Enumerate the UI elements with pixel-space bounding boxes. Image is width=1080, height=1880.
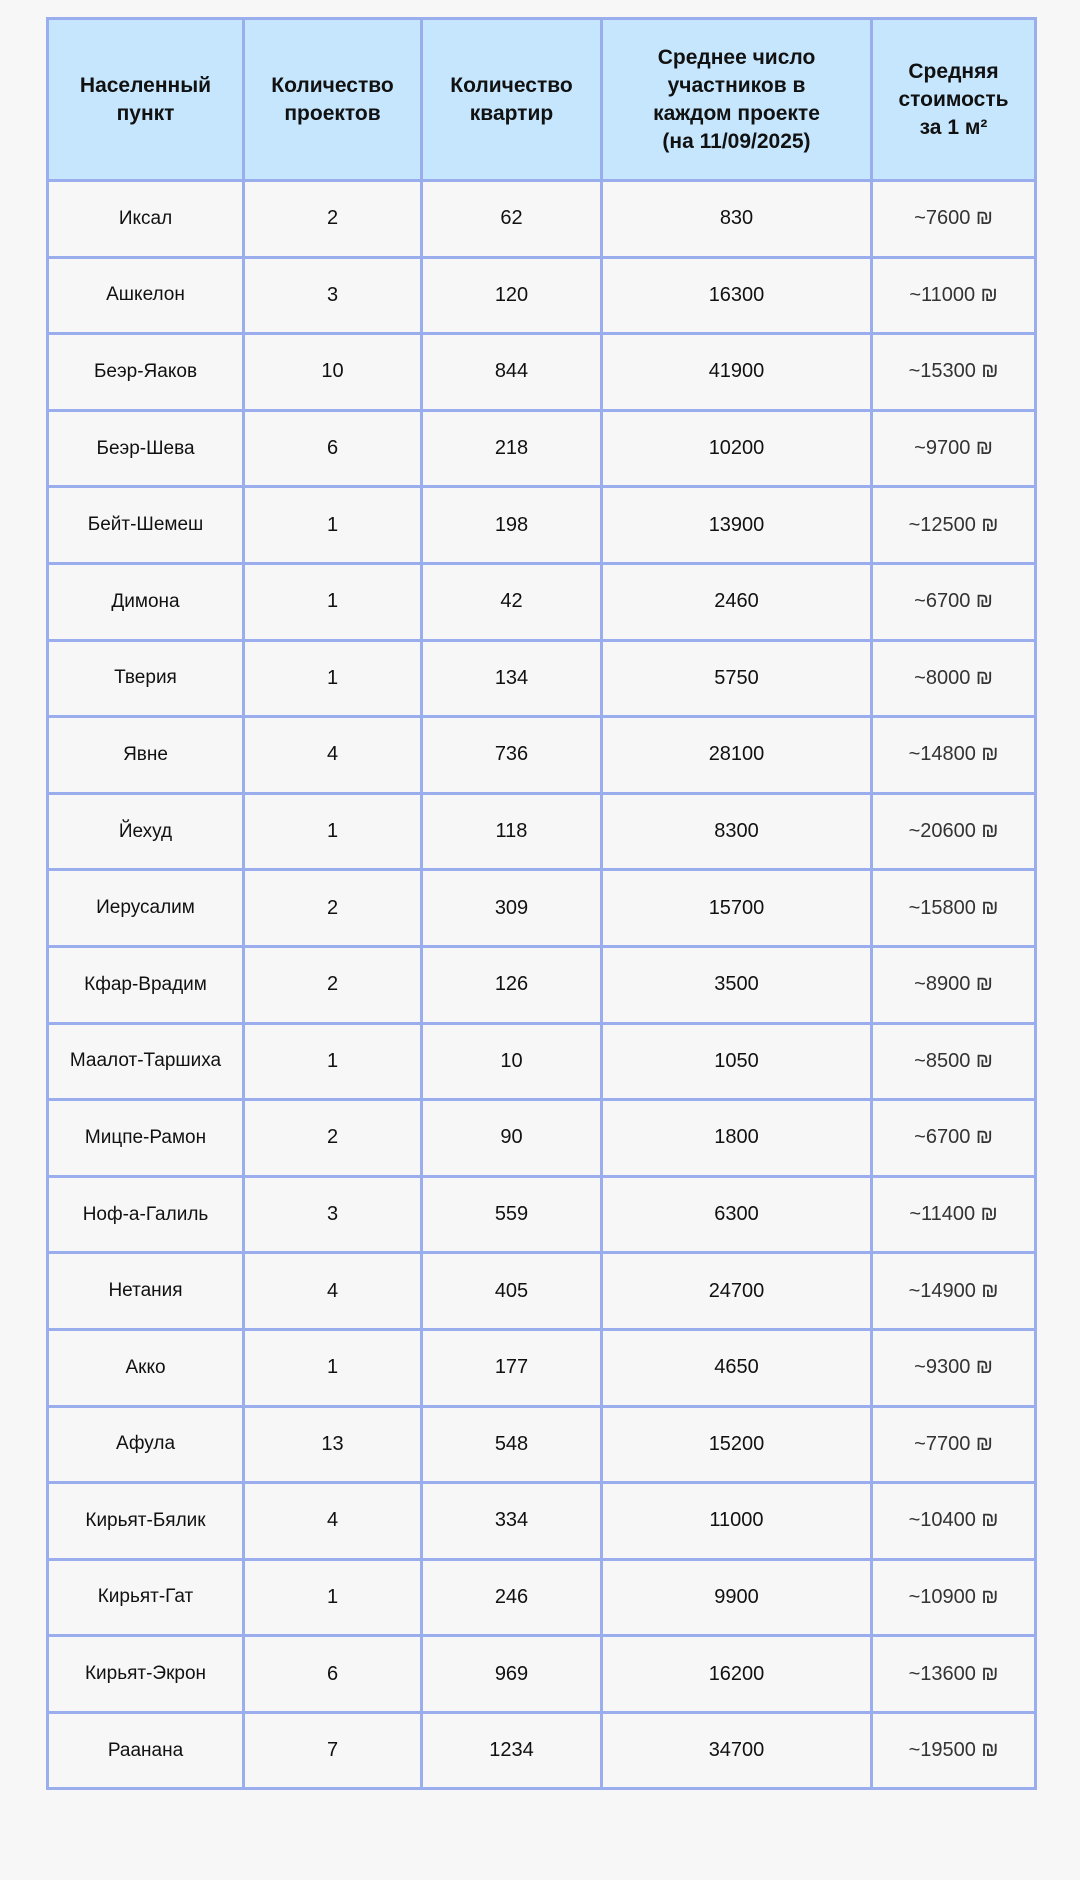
table-row (48, 487, 1036, 564)
cell-city: Явне (48, 717, 244, 794)
table-row (48, 1176, 1036, 1253)
cell-avg-price: ~12500 ₪ (872, 487, 1036, 564)
cell-projects-count: 13 (244, 1406, 422, 1483)
cell-avg-price: ~6700 ₪ (872, 1100, 1036, 1177)
cell-projects-count: 1 (244, 563, 422, 640)
cell-city: Иерусалим (48, 870, 244, 947)
cell-avg-participants: 28100 (602, 717, 872, 794)
cell-projects-count: 2 (244, 1100, 422, 1177)
cell-city: Ашкелон (48, 257, 244, 334)
header-line: за 1 м² (919, 115, 988, 139)
table-row (48, 410, 1036, 487)
cell-projects-count: 10 (244, 334, 422, 411)
cell-apartments-count: 559 (422, 1176, 602, 1253)
cell-projects-count: 3 (244, 257, 422, 334)
cell-avg-participants: 6300 (602, 1176, 872, 1253)
table-row (48, 1712, 1036, 1789)
cell-avg-participants: 1800 (602, 1100, 872, 1177)
cell-avg-price: ~10400 ₪ (872, 1483, 1036, 1560)
cell-avg-price: ~14800 ₪ (872, 717, 1036, 794)
header-line: квартир (469, 101, 554, 125)
cell-apartments-count: 246 (422, 1559, 602, 1636)
cell-projects-count: 1 (244, 1559, 422, 1636)
header-line: Среднее число (657, 45, 816, 69)
cell-apartments-count: 90 (422, 1100, 602, 1177)
cell-apartments-count: 126 (422, 946, 602, 1023)
cell-avg-participants: 4650 (602, 1329, 872, 1406)
cell-projects-count: 4 (244, 717, 422, 794)
table-row (48, 1406, 1036, 1483)
cell-avg-price: ~10900 ₪ (872, 1559, 1036, 1636)
cell-apartments-count: 309 (422, 870, 602, 947)
cell-city: Мицпе-Рамон (48, 1100, 244, 1177)
cell-city: Ноф-а-Галиль (48, 1176, 244, 1253)
cell-avg-participants: 9900 (602, 1559, 872, 1636)
header-line: Средняя (908, 59, 999, 83)
cell-avg-participants: 41900 (602, 334, 872, 411)
table-row (48, 181, 1036, 258)
cell-avg-price: ~9300 ₪ (872, 1329, 1036, 1406)
cell-avg-price: ~7600 ₪ (872, 181, 1036, 258)
header-line: участников в (667, 73, 806, 97)
table-row (48, 334, 1036, 411)
cell-apartments-count: 218 (422, 410, 602, 487)
cell-projects-count: 1 (244, 1023, 422, 1100)
cell-apartments-count: 177 (422, 1329, 602, 1406)
cell-avg-price: ~11000 ₪ (872, 257, 1036, 334)
cell-city: Йехуд (48, 793, 244, 870)
cell-apartments-count: 42 (422, 563, 602, 640)
header-line: Количество (271, 73, 394, 97)
cell-avg-price: ~14900 ₪ (872, 1253, 1036, 1330)
cell-projects-count: 4 (244, 1483, 422, 1560)
cell-city: Акко (48, 1329, 244, 1406)
cell-projects-count: 4 (244, 1253, 422, 1330)
cell-avg-participants: 3500 (602, 946, 872, 1023)
header-apartments-count (422, 19, 602, 181)
table-row (48, 1636, 1036, 1713)
header-row (48, 19, 1036, 181)
cell-projects-count: 3 (244, 1176, 422, 1253)
cell-city: Иксал (48, 181, 244, 258)
header-line: Населенный (79, 73, 212, 97)
table-row (48, 1100, 1036, 1177)
cell-apartments-count: 334 (422, 1483, 602, 1560)
header-avg-participants (602, 19, 872, 181)
cell-projects-count: 1 (244, 640, 422, 717)
cell-apartments-count: 844 (422, 334, 602, 411)
cell-apartments-count: 1234 (422, 1712, 602, 1789)
cell-apartments-count: 134 (422, 640, 602, 717)
projects-table (46, 17, 1037, 1790)
table-row (48, 1329, 1036, 1406)
cell-avg-participants: 24700 (602, 1253, 872, 1330)
cell-avg-participants: 34700 (602, 1712, 872, 1789)
cell-city: Кирьят-Гат (48, 1559, 244, 1636)
table-row (48, 717, 1036, 794)
cell-avg-participants: 16200 (602, 1636, 872, 1713)
cell-projects-count: 6 (244, 1636, 422, 1713)
cell-city: Маалот-Таршиха (48, 1023, 244, 1100)
table-row (48, 563, 1036, 640)
header-city (48, 19, 244, 181)
cell-avg-participants: 15200 (602, 1406, 872, 1483)
cell-apartments-count: 120 (422, 257, 602, 334)
cell-avg-participants: 8300 (602, 793, 872, 870)
cell-avg-price: ~19500 ₪ (872, 1712, 1036, 1789)
cell-avg-participants: 2460 (602, 563, 872, 640)
table-row (48, 1559, 1036, 1636)
cell-avg-participants: 1050 (602, 1023, 872, 1100)
cell-avg-participants: 13900 (602, 487, 872, 564)
cell-apartments-count: 62 (422, 181, 602, 258)
cell-city: Кирьят-Экрон (48, 1636, 244, 1713)
cell-avg-price: ~20600 ₪ (872, 793, 1036, 870)
cell-avg-price: ~8000 ₪ (872, 640, 1036, 717)
cell-avg-participants: 11000 (602, 1483, 872, 1560)
table-row (48, 640, 1036, 717)
header-line: проектов (284, 101, 381, 125)
cell-city: Беэр-Яаков (48, 334, 244, 411)
cell-avg-participants: 830 (602, 181, 872, 258)
cell-projects-count: 2 (244, 946, 422, 1023)
cell-city: Тверия (48, 640, 244, 717)
cell-apartments-count: 10 (422, 1023, 602, 1100)
cell-projects-count: 6 (244, 410, 422, 487)
cell-avg-price: ~8900 ₪ (872, 946, 1036, 1023)
cell-avg-price: ~15800 ₪ (872, 870, 1036, 947)
cell-projects-count: 2 (244, 870, 422, 947)
cell-city: Беэр-Шева (48, 410, 244, 487)
table-row (48, 1253, 1036, 1330)
cell-avg-participants: 15700 (602, 870, 872, 947)
cell-apartments-count: 969 (422, 1636, 602, 1713)
table-body (48, 181, 1036, 1789)
header-projects-count (244, 19, 422, 181)
table-header (48, 19, 1036, 181)
table-row (48, 946, 1036, 1023)
table-row (48, 1023, 1036, 1100)
cell-city: Раанана (48, 1712, 244, 1789)
table-row (48, 793, 1036, 870)
header-line: пункт (116, 101, 175, 125)
cell-apartments-count: 736 (422, 717, 602, 794)
cell-projects-count: 2 (244, 181, 422, 258)
header-avg-price (872, 19, 1036, 181)
cell-avg-price: ~15300 ₪ (872, 334, 1036, 411)
cell-avg-price: ~11400 ₪ (872, 1176, 1036, 1253)
cell-city: Афула (48, 1406, 244, 1483)
cell-projects-count: 1 (244, 487, 422, 564)
cell-projects-count: 7 (244, 1712, 422, 1789)
header-line: (на 11/09/2025) (662, 129, 811, 153)
header-line: стоимость (898, 87, 1009, 111)
cell-city: Нетания (48, 1253, 244, 1330)
cell-avg-participants: 16300 (602, 257, 872, 334)
projects-table-container (46, 17, 1034, 1790)
cell-avg-participants: 5750 (602, 640, 872, 717)
cell-city: Кфар-Врадим (48, 946, 244, 1023)
cell-apartments-count: 548 (422, 1406, 602, 1483)
cell-avg-participants: 10200 (602, 410, 872, 487)
cell-avg-price: ~6700 ₪ (872, 563, 1036, 640)
cell-apartments-count: 198 (422, 487, 602, 564)
table-row (48, 870, 1036, 947)
table-row (48, 1483, 1036, 1560)
cell-city: Кирьят-Бялик (48, 1483, 244, 1560)
cell-avg-price: ~9700 ₪ (872, 410, 1036, 487)
header-line: каждом проекте (653, 101, 820, 125)
cell-avg-price: ~7700 ₪ (872, 1406, 1036, 1483)
cell-avg-price: ~13600 ₪ (872, 1636, 1036, 1713)
header-line: Количество (450, 73, 573, 97)
cell-projects-count: 1 (244, 793, 422, 870)
cell-city: Бейт-Шемеш (48, 487, 244, 564)
cell-apartments-count: 118 (422, 793, 602, 870)
table-row (48, 257, 1036, 334)
cell-city: Димона (48, 563, 244, 640)
cell-avg-price: ~8500 ₪ (872, 1023, 1036, 1100)
cell-projects-count: 1 (244, 1329, 422, 1406)
cell-apartments-count: 405 (422, 1253, 602, 1330)
